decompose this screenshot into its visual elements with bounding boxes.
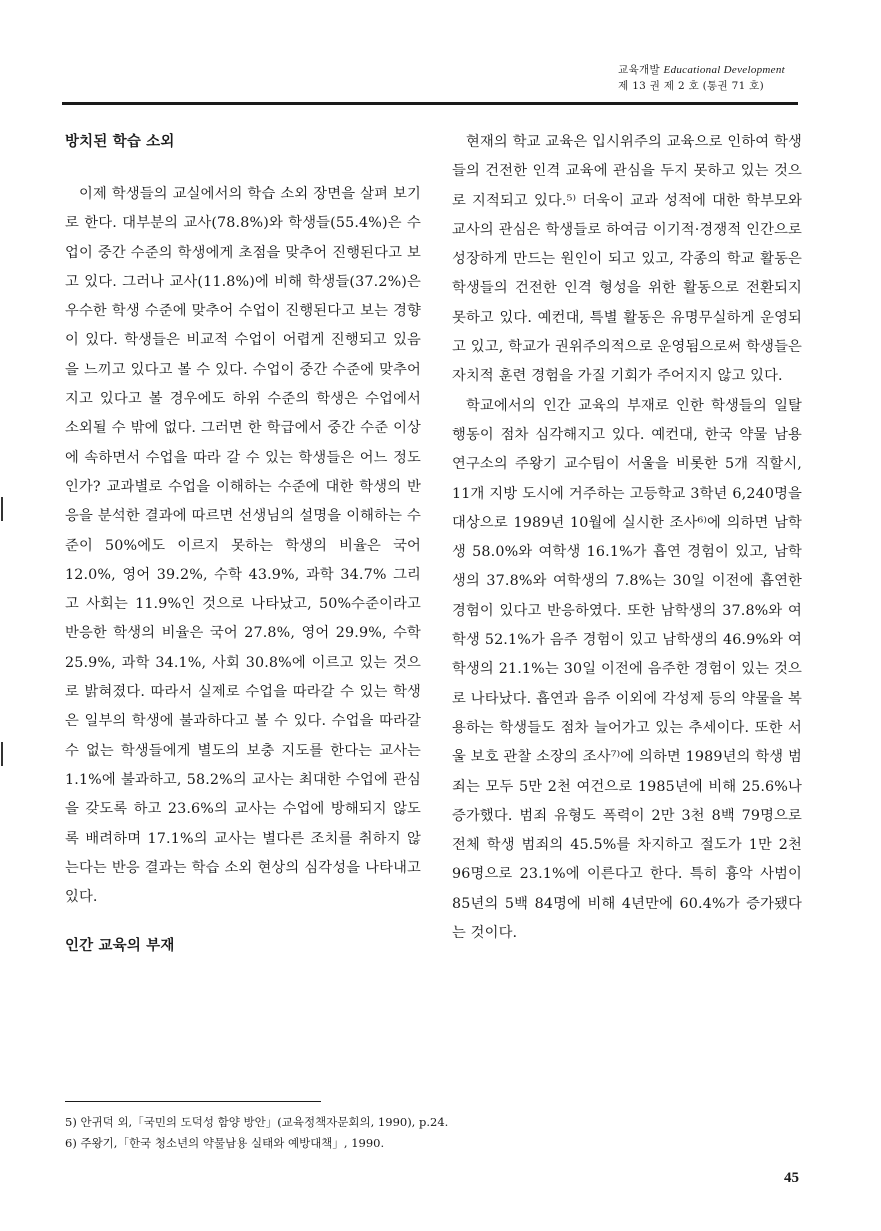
body-paragraph: 학교에서의 인간 교육의 부재로 인한 학생들의 일탈 행동이 점차 심각해지고 있다. 예컨대, 한국 약물 남용 연구소의 주왕기 교수팀이 서울을 비롯한 5개 직할시, 11개 지방 도시에 거주하는 고등학교 3학년 6,240명을 대상으로 1989년 10월에 실시한 조사⁶⁾에 의하면 남학생 58.0%와 여학생 16.1%가 흡연 경험이 있고, 남학생의 37.8%와 여학생의 7.8%는 30일 이전에 흡연한 경험이 있다고 반응하였다. 또한 남학생의 37.8%와 여학생 52.1%가 음주 경험이 있고 남학생의 46.9%와 여학생의 21.1%는 30일 이전에 음주한 경험이 있는 것으로 나타났다. 흡연과 음주 이외에 각성제 등의 약물을 복용하는 학생들도 점차 늘어가고 있는 추세이다. 또한 서울 보호 관찰 소장의 조사⁷⁾에 의하면 1989년의 학생 범죄는 모두 5만 2천 여건으로 1985년에 비해 25.6%나 증가했다. 범죄 유형도 폭력이 2만 3천 8백 79명으로 전체 학생 범죄의 45.5%를 차지하고 절도가 1만 2천 96명으로 23.1%에 이른다고 한다. 특히 흉악 사범이 85년의 5백 84명에 비해 4년만에 60.4%가 증가됐다는 것이다. (452, 397, 802, 942)
journal-title (618, 62, 785, 78)
footnote-6: 6) 주왕기,「한국 청소년의 약물남용 실태와 예방대책」, 1990. (65, 1136, 385, 1150)
right-column (452, 128, 802, 948)
footnotes (65, 1112, 448, 1154)
running-header (618, 62, 785, 94)
footnote-5: 5) 안귀덕 외,「국민의 도덕성 함양 방안」(교육정책자문회의, 1990), p.24. (65, 1115, 449, 1129)
body-paragraph: 현재의 학교 교육은 입시위주의 교육으로 인하여 학생들의 건전한 인격 교육에 관심을 두지 못하고 있는 것으로 지적되고 있다.⁵⁾ 더욱이 교과 성적에 대한 학부모와 교사의 관심은 학생들로 하여금 이기적·경쟁적 인간으로 성장하게 만드는 원인이 되고 있고, 각종의 학교 활동은 학생들의 건전한 인격 형성을 위한 활동으로 전환되지 못하고 있다. 예컨대, 특별 활동은 유명무실하게 운영되고 있고, 학교가 권위주의적으로 운영됨으로써 학생들은 자치적 훈련 경험을 가질 기회가 주어지지 않고 있다. (452, 134, 802, 385)
margin-mark (1, 742, 3, 766)
issue-info: 제 13 권 제 2 호 (통권 71 호) (618, 80, 765, 92)
page-number: 45 (784, 1170, 799, 1186)
left-column (65, 128, 421, 961)
body-paragraph: 이제 학생들의 교실에서의 학습 소외 장면을 살펴 보기로 한다. 대부분의 교사(78.8%)와 학생들(55.4%)은 수업이 중간 수준의 학생에게 초점을 맞추어 진행된다고 보고 있다. 그러나 교사(11.8%)에 비해 학생들(37.2%)은 우수한 학생 수준에 맞추어 수업이 진행된다고 보는 경향이 있다. 학생들은 비교적 수업이 어렵게 진행되고 있음을 느끼고 있다고 볼 수 있다. 수업이 중간 수준에 맞추어지고 있다고 볼 경우에도 하위 수준의 학생은 수업에서 소외될 수 밖에 없다. 그러면 한 학급에서 중간 수준 이상에 속하면서 수업을 따라 갈 수 있는 학생들은 어느 정도인가? 교과별로 수업을 이해하는 수준에 대한 학생의 반응을 분석한 결과에 따르면 선생님의 설명을 이해하는 수준이 50%에도 이르지 못하는 학생의 비율은 국어 12.0%, 영어 39.2%, 수학 43.9%, 과학 34.7% 그리고 사회는 11.9%인 것으로 나타났고, 50%수준이라고 반응한 학생의 비율은 국어 27.8%, 영어 29.9%, 수학 25.9%, 과학 34.1%, 사회 30.8%에 이르고 있는 것으로 밝혀졌다. 따라서 실제로 수업을 따라갈 수 있는 학생은 일부의 학생에 불과하다고 볼 수 있다. 수업을 따라갈 수 없는 학생들에게 별도의 보충 지도를 한다는 교사는 1.1%에 불과하고, 58.2%의 교사는 최대한 수업에 관심을 갖도록 하고 23.6%의 교사는 수업에 방해되지 않도록 배려하며 17.1%의 교사는 별다른 조치를 취하지 않는다는 반응 결과는 학습 소외 현상의 심각성을 나타내고 있다. (65, 186, 421, 906)
journal-title-kr: 교육개발 (618, 64, 660, 76)
journal-title-en: Educational Development (663, 64, 785, 76)
header-rule (62, 102, 798, 105)
footnote-rule (65, 1101, 321, 1102)
section-heading-absence-of-human-education: 인간 교육의 부재 (65, 938, 175, 955)
margin-mark (1, 497, 3, 521)
section-heading-neglected-learning: 방치된 학습 소외 (65, 134, 175, 150)
